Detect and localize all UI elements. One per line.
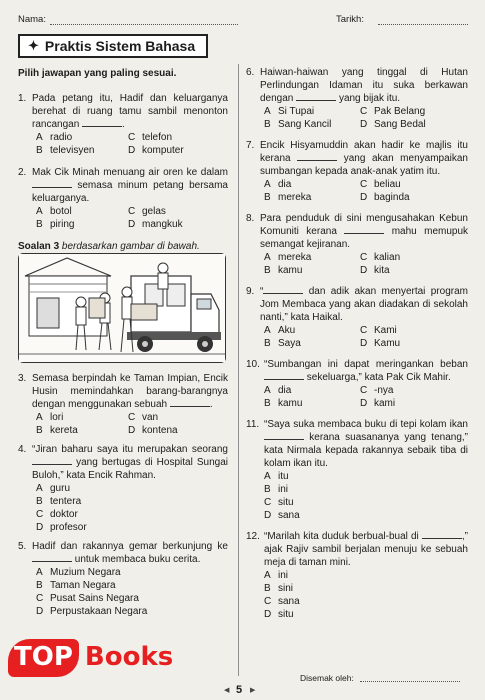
option-b[interactable]: B Taman Negara <box>36 580 116 591</box>
option-a[interactable]: A dia <box>264 179 292 190</box>
option-a[interactable]: A ini <box>264 570 289 581</box>
answer-blank <box>296 93 336 101</box>
option-d[interactable]: D kita <box>360 265 390 276</box>
option-c[interactable]: C Pak Belang <box>360 106 426 117</box>
answer-options <box>36 482 228 534</box>
section-3-instruction: Soalan 3 berdasarkan gambar di bawah. <box>18 241 200 252</box>
question-9 <box>246 285 468 350</box>
column-divider <box>238 64 239 676</box>
question-text: Para penduduk di sini mengusahakan Kebun Komuniti kerana mahu memupuk semangat kejiranan. <box>260 213 469 250</box>
question-text: Hadif dan rakannya gemar berkunjung ke untuk membaca buku cerita. <box>32 541 228 565</box>
question-text: Semasa berpindah ke Taman Impian, Encik Husin memindahkan barang-barangnya dengan menggunakan sebuah . <box>32 373 228 410</box>
option-c[interactable]: C van <box>128 412 159 423</box>
option-c[interactable]: C gelas <box>128 206 166 217</box>
answer-options <box>264 324 468 350</box>
answer-options <box>36 205 228 231</box>
option-c[interactable]: C Pusat Sains Negara <box>36 593 139 604</box>
option-b[interactable]: B mereka <box>264 192 312 203</box>
question-number: 3. <box>18 373 27 384</box>
option-a[interactable]: A Muzium Negara <box>36 567 121 578</box>
logo-top: TOP <box>8 639 79 677</box>
question-text: “Jiran baharu saya itu merupakan seorang yang bertugas di Hospital Sungai Buloh,” kata Encik Rahman. <box>32 444 229 481</box>
option-d[interactable]: D mangkuk <box>128 219 183 230</box>
option-a[interactable]: A Si Tupai <box>264 106 315 117</box>
answer-blank <box>32 180 72 188</box>
question-text: “Sumbangan ini dapat meringankan beban sekeluarga,” kata Pak Cik Mahir. <box>264 359 468 383</box>
option-b[interactable]: B Saya <box>264 338 301 349</box>
right-arrow-icon: ▶ <box>250 687 256 694</box>
question-1 <box>18 92 228 157</box>
logo-books: Books <box>84 642 174 673</box>
question-number: 8. <box>246 213 255 224</box>
section-title-text: Praktis Sistem Bahasa <box>44 38 196 54</box>
answer-options <box>264 569 468 621</box>
answer-options <box>264 105 468 131</box>
option-b[interactable]: B televisyen <box>36 145 95 156</box>
nama-field[interactable] <box>50 24 238 25</box>
option-a[interactable]: A lori <box>36 412 64 423</box>
option-a[interactable]: A radio <box>36 132 73 143</box>
option-c[interactable]: C telefon <box>128 132 173 143</box>
question-5 <box>18 540 228 618</box>
answer-blank <box>422 531 462 539</box>
option-c[interactable]: C situ <box>264 497 294 508</box>
left-arrow-icon: ◀ <box>224 687 230 694</box>
answer-options <box>264 251 468 277</box>
answer-blank <box>297 153 337 161</box>
option-a[interactable]: A dia <box>264 385 292 396</box>
question-12 <box>246 530 468 621</box>
answer-blank <box>32 554 72 562</box>
question-8 <box>246 212 468 277</box>
option-c[interactable]: C doktor <box>36 509 78 520</box>
page-number: 5 <box>236 684 243 696</box>
question-2 <box>18 166 228 231</box>
question-text: Haiwan-haiwan yang tinggal di Hutan Perlindungan Idaman itu suka berkawan dengan yang bijak itu. <box>260 67 468 104</box>
option-d[interactable]: D komputer <box>128 145 184 156</box>
tarikh-field[interactable] <box>378 24 468 25</box>
option-c[interactable]: C -nya <box>360 385 394 396</box>
answer-options <box>264 384 468 410</box>
option-b[interactable]: B tentera <box>36 496 82 507</box>
question-text: “Saya suka membaca buku di tepi kolam ikan kerana suasananya yang tenang,” kata Nirmala kepada rakannya sebaik tiba di kolam ikan itu. <box>264 419 468 469</box>
section-title <box>18 34 208 58</box>
question-number: 4. <box>18 444 27 455</box>
question-7 <box>246 139 468 204</box>
option-a[interactable]: A itu <box>264 471 289 482</box>
answer-options <box>264 178 468 204</box>
answer-blank <box>344 226 384 234</box>
option-d[interactable]: D Kamu <box>360 338 401 349</box>
option-c[interactable]: C Kami <box>360 325 397 336</box>
question-number: 9. <box>246 286 255 297</box>
option-b[interactable]: B kamu <box>264 398 303 409</box>
answer-blank <box>263 286 303 294</box>
question-number: 6. <box>246 67 255 78</box>
right-column <box>246 66 468 621</box>
option-d[interactable]: D Perpustakaan Negara <box>36 606 148 617</box>
question-text: Mak Cik Minah menuang air oren ke dalam semasa minum petang bersama keluarganya. <box>32 167 228 204</box>
answer-blank <box>82 119 122 127</box>
option-d[interactable]: D baginda <box>360 192 410 203</box>
question-number: 10. <box>246 359 260 370</box>
answer-options <box>36 131 228 157</box>
option-a[interactable]: A mereka <box>264 252 312 263</box>
instruction: Pilih jawapan yang paling sesuai. <box>18 68 177 79</box>
question-text: “Marilah kita duduk berbual-bual di ,” ajak Rajiv sambil berjalan menuju ke sebuah meja di taman mini. <box>264 531 469 568</box>
question-number: 1. <box>18 93 27 104</box>
header-bar <box>18 14 467 28</box>
option-b[interactable]: B kereta <box>36 425 78 436</box>
answer-options <box>36 411 228 437</box>
answer-blank <box>32 457 72 465</box>
option-b[interactable]: B sini <box>264 583 294 594</box>
question-3 <box>18 372 228 437</box>
question-11 <box>246 418 468 522</box>
moving-truck-illustration <box>18 253 226 363</box>
question-number: 5. <box>18 541 27 552</box>
question-text: Pada petang itu, Hadif dan keluarganya berehat di ruang tamu sambil menonton rancangan . <box>32 93 228 130</box>
option-c[interactable]: C sana <box>264 596 300 607</box>
question-10 <box>246 358 468 410</box>
option-d[interactable]: D profesor <box>36 522 87 533</box>
question-6 <box>246 66 468 131</box>
option-d[interactable]: D sana <box>264 510 300 521</box>
question-4 <box>18 443 228 534</box>
answer-blank <box>170 399 210 407</box>
option-c[interactable]: C beliau <box>360 179 401 190</box>
question-text: Encik Hisyamuddin akan hadir ke majlis itu kerana yang akan menyampaikan sumbangan kepada anak-anak yatim itu. <box>260 140 468 177</box>
option-b[interactable]: B Sang Kancil <box>264 119 332 130</box>
option-b[interactable]: B ini <box>264 484 289 495</box>
question-number: 12. <box>246 531 260 542</box>
tarikh-label: Tarikh: <box>336 14 364 25</box>
question-number: 11. <box>246 419 260 430</box>
disemak-field[interactable] <box>360 681 460 682</box>
answer-blank <box>264 432 304 440</box>
option-b[interactable]: B kamu <box>264 265 303 276</box>
answer-options <box>264 470 468 522</box>
option-a[interactable]: A botol <box>36 206 72 217</box>
option-d[interactable]: D situ <box>264 609 294 620</box>
answer-options <box>36 566 228 618</box>
option-c[interactable]: C kalian <box>360 252 401 263</box>
question-number: 2. <box>18 167 27 178</box>
left-column-lower <box>18 372 228 618</box>
left-column <box>18 67 228 253</box>
answer-blank <box>264 372 304 380</box>
question-text: “ dan adik akan menyertai program Jom Membaca yang akan diadakan di sekolah nanti,” kata Haikal. <box>260 286 468 323</box>
nama-label: Nama: <box>18 14 46 25</box>
topbooks-logo <box>8 632 186 684</box>
disemak-label: Disemak oleh: <box>300 673 354 683</box>
option-a[interactable]: A Aku <box>264 325 296 336</box>
option-d[interactable]: D kami <box>360 398 396 409</box>
option-d[interactable]: D kontena <box>128 425 178 436</box>
option-b[interactable]: B piring <box>36 219 75 230</box>
option-d[interactable]: D Sang Bedal <box>360 119 426 130</box>
question-number: 7. <box>246 140 255 151</box>
option-a[interactable]: A guru <box>36 483 71 494</box>
star-icon: ✦ <box>28 38 39 53</box>
